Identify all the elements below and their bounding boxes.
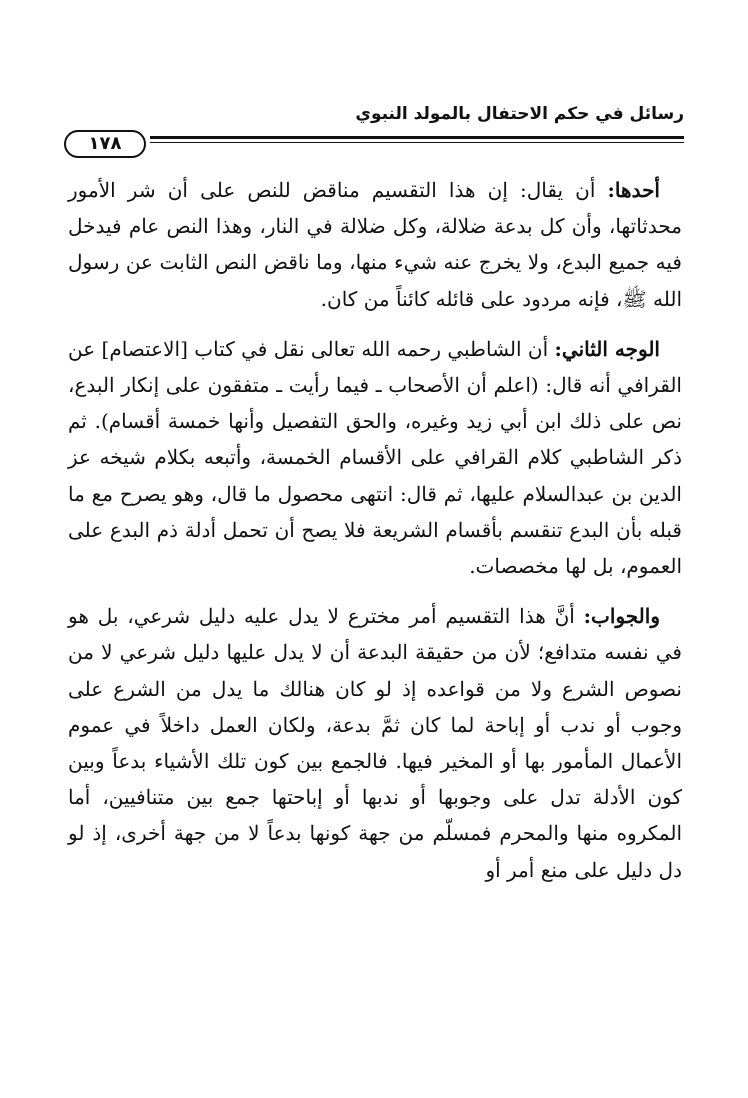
paragraph-spacer (68, 317, 682, 331)
paragraph-lead: الوجه الثاني: (554, 336, 660, 361)
paragraph-text: أنَّ هذا التقسيم أمر مخترع لا يدل عليه دليل شرعي، بل هو في نفسه متدافع؛ لأن من حقيقة البدعة أن لا يدل عليها دليل شرعي لا من نصوص الشرع ولا من قواعده إذ لو كان هنالك ما يدل من الشرع على وجوب أو ندب أو إباحة لما كان ثمَّ بدعة، ولكان العمل داخلاً في عموم الأعمال المأمور بها أو المخير فيها. فالجمع بين كون تلك الأشياء بدعاً وبين كون الأدلة تدل على وجوبها أو ندبها أو إباحتها جمع بين متنافيين، أما المكروه منها والمحرم فمسلّم من جهة كونها بدعاً لا من جهة أخرى، إذ لو دل دليل على منع أمر أو (68, 604, 682, 882)
paragraph-second (68, 331, 682, 584)
paragraph-third (68, 598, 682, 888)
header-rule (64, 130, 684, 154)
body-text (68, 172, 682, 888)
running-title: رسائل في حكم الاحتفال بالمولد النبوي (355, 104, 684, 124)
page-number-badge: ١٧٨ (64, 130, 146, 158)
paragraph-text: أن يقال: إن هذا التقسيم مناقض للنص على أن شر الأمور محدثاتها، وأن كل بدعة ضلالة، وكل ضلالة في النار، وهذا النص عام فيدخل فيه جميع البدع، ولا يخرج عنه شيء منها، وما ناقض النص الثابت عن رسول الله ﷺ، فإنه مردود على قائله كائناً من كان. (68, 178, 682, 311)
header-rule-thin (150, 142, 684, 143)
page-header (64, 100, 684, 160)
header-rule-thick (150, 136, 684, 139)
paragraph-text: أن الشاطبي رحمه الله تعالى نقل في كتاب [الاعتصام] عن القرافي أنه قال: (اعلم أن الأصحاب ـ فيما رأيت ـ متفقون على إنكار البدع، نص على ذلك ابن أبي زيد وغيره، والحق التفصيل وأنها خمسة أقسام). ثم ذكر الشاطبي كلام القرافي على الأقسام الخمسة، وأتبعه بكلام شيخه عز الدين بن عبدالسلام عليها، ثم قال: انتهى محصول ما قال، وهو يصرح مع ما قبله بأن البدع تنقسم بأقسام الشريعة فلا يصح أن تحمل أدلة ذم البدع على العموم، بل لها مخصصات. (68, 336, 682, 579)
paragraph-first (68, 172, 682, 317)
paragraph-lead: أحدها: (607, 178, 660, 202)
paragraph-spacer (68, 584, 682, 598)
paragraph-lead: والجواب: (583, 604, 660, 629)
